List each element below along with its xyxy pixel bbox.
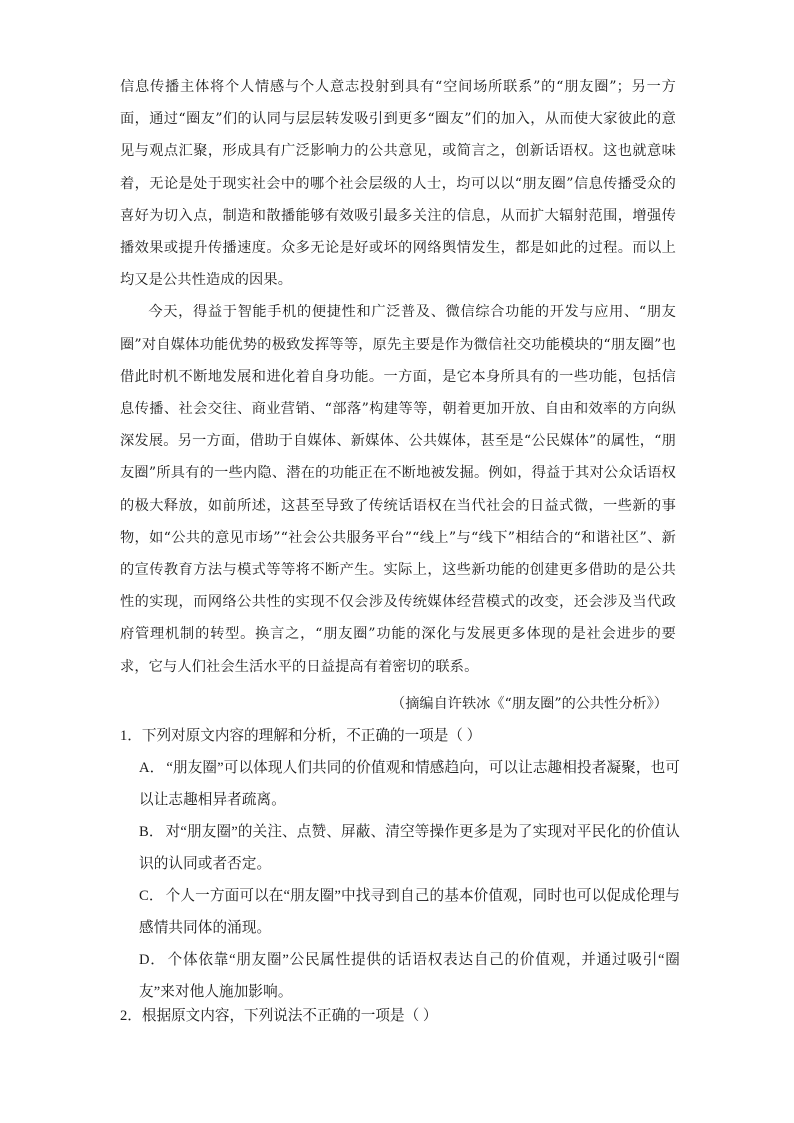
option-text: 对“朋友圈”的关注、点赞、屏蔽、清空等操作更多是为了实现对平民化的价值认识的认同或者否定。	[139, 824, 680, 872]
question-1-option-a	[120, 752, 680, 816]
passage-paragraph-2: 今天，得益于智能手机的便捷性和广泛普及、微信综合功能的开发与应用、“朋友圈”对自媒体功能优势的极致发挥等等，原先主要是作为微信社交功能模块的“朋友圈”也借此时机不断地发展和进化着自身功能。一方面，是它本身所具有的一些功能，包括信息传播、社会交往、商业营销、“部落”构建等等，朝着更加开放、自由和效率的方向纵深发展。另一方面，借助于自媒体、新媒体、公共媒体，甚至是“公民媒体”的属性，“朋友圈”所具有的一些内隐、潜在的功能正在不断地被发掘。例如，得益于其对公众话语权的极大释放，如前所述，这甚至导致了传统话语权在当代社会的日益式微，一些新的事物，如“公共的意见市场”“社会公共服务平台”“线上”与“线下”相结合的“和谐社区”、新的宣传教育方法与模式等等将不断产生。实际上，这些新功能的创建更多借助的是公共性的实现，而网络公共性的实现不仅会涉及传统媒体经营模式的改变，还会涉及当代政府管理机制的转型。换言之，“朋友圈”功能的深化与发展更多体现的是社会进步的要求，它与人们社会生活水平的日益提高有着密切的联系。	[120, 304, 676, 675]
question-1-stem: 1．下列对原文内容的理解和分析，不正确的一项是（ ）	[120, 728, 482, 744]
question-1	[120, 720, 680, 1008]
option-letter: D．	[139, 952, 166, 968]
option-letter: C．	[139, 888, 164, 904]
option-letter: B．	[139, 824, 164, 840]
reading-passage	[120, 71, 676, 683]
question-1-options	[120, 752, 680, 1008]
question-1-option-d	[120, 944, 680, 1008]
option-text: 个体依靠“朋友圈”公民属性提供的话语权表达自己的价值观，并通过吸引“圈友”来对他人施加影响。	[139, 952, 680, 1000]
question-2	[120, 1000, 680, 1032]
option-text: “朋友圈”可以体现人们共同的价值观和情感趋向，可以让志趣相投者凝聚，也可以让志趣相异者疏离。	[139, 760, 680, 808]
option-letter: A．	[139, 760, 165, 776]
question-1-option-b	[120, 816, 680, 880]
question-2-stem: 2．根据原文内容，下列说法不正确的一项是（ ）	[120, 1008, 438, 1024]
option-text: 个人一方面可以在“朋友圈”中找寻到自己的基本价值观，同时也可以促成伦理与感情共同体的涌现。	[139, 888, 680, 936]
passage-paragraph-1: 信息传播主体将个人情感与个人意志投射到具有“空间场所联系”的“朋友圈”；另一方面，通过“圈友”们的认同与层层转发吸引到更多“圈友”们的加入，从而使大家彼此的意见与观点汇聚，形成具有广泛影响力的公共意见，或简言之，创新话语权。这也就意味着，无论是处于现实社会中的哪个社会层级的人士，均可以以“朋友圈”信息传播受众的喜好为切入点，制造和散播能够有效吸引最多关注的信息，从而扩大辐射范围，增强传播效果或提升传播速度。众多无论是好或坏的网络舆情发生，都是如此的过程。而以上均又是公共性造成的因果。	[120, 79, 676, 289]
passage-source-citation: （摘编自许轶冰《“朋友圈”的公共性分析》）	[391, 696, 668, 712]
question-1-option-c	[120, 880, 680, 944]
